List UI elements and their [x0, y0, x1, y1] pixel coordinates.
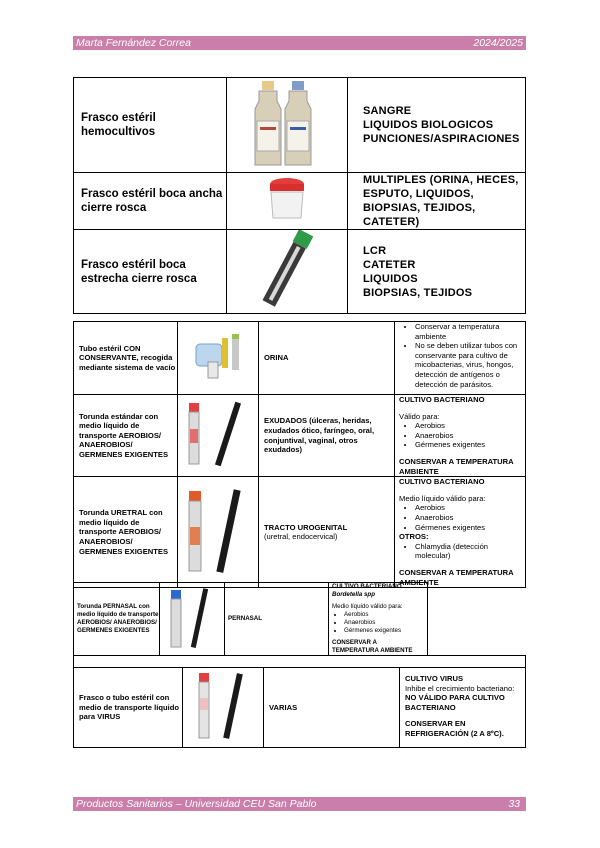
standard-swab-image: [178, 395, 259, 477]
valid-item: • Aerobios: [344, 611, 424, 619]
culture-title: CULTIVO BACTERIANO: [399, 477, 485, 487]
note-item: • Conservar a temperatura ambiente: [415, 322, 521, 341]
use-item: PUNCIONES/ASPIRACIONES: [363, 133, 520, 145]
table-row: [74, 173, 526, 230]
narrow-mouth-tube-image: [227, 230, 348, 314]
table-row: [74, 395, 526, 477]
table-row: [74, 322, 526, 395]
sample-type: [259, 477, 395, 588]
header-author: Marta Fernández Correa: [76, 37, 191, 49]
page-number: 33: [508, 798, 520, 810]
page-header: [73, 36, 526, 50]
use-item: SANGRE: [363, 105, 412, 117]
container-uses: MULTIPLES (ORINA, HECES, ESPUTO, LIQUIDOS, BIOPSIAS, TEJIDOS, CATETER): [348, 173, 526, 230]
sample-detail: (uretral, endocervical): [264, 532, 338, 542]
valid-label: Medio líquido válido para:: [332, 603, 403, 610]
sample-type: VARIAS: [264, 668, 400, 748]
container-name: Torunda PERNASAL con medio líquido de transporte AEROBIOS/ ANAEROBIOS/ GERMENES EXIGENTES: [74, 583, 160, 656]
virus-table: [73, 667, 526, 748]
virus-tube-image: [183, 668, 264, 748]
not-valid-text: NO VÁLIDO PARA CULTIVO BACTERIANO: [405, 693, 505, 712]
inhibition-text: Inhibe el crecimiento bacteriano:: [405, 683, 515, 693]
usage-notes: [400, 668, 526, 748]
culture-title: CULTIVO VIRUS: [405, 674, 464, 683]
others-label: OTROS:: [399, 532, 429, 542]
valid-label: Medio líquido válido para:: [399, 493, 486, 503]
valid-item: • Anaerobios: [415, 431, 521, 441]
container-name: Frasco o tubo estéril con medio de transporte líquido para VIRUS: [74, 668, 183, 748]
sample-type: ORINA: [259, 322, 395, 395]
wide-mouth-jar-image: [227, 173, 348, 230]
usage-notes: [395, 477, 526, 588]
table-row: [74, 668, 526, 748]
use-item: LIQUIDOS: [363, 272, 418, 285]
valid-item: • Aerobios: [415, 503, 521, 513]
table-row: [74, 583, 428, 656]
container-table: [73, 77, 526, 314]
usage-notes: [329, 583, 428, 656]
culture-title: CULTIVO BACTERIANO: [399, 395, 485, 404]
conserve-note: CONSERVAR EN REFRIGERACIÓN (2 A 8ºC).: [405, 719, 504, 738]
valid-item: • Gérmenes exigentes: [415, 523, 521, 533]
note-item: • No se deben utilizar tubos con conservante para cultivo de micobacterias, virus, hongos, detección de antígenos o detección de parásitos.: [415, 341, 521, 389]
sample-type: EXUDADOS (úlceras, heridas, exudados ótico, faríngeo, oral, conjuntival, vaginal, otros exudados): [259, 395, 395, 477]
valid-label: Válido para:: [399, 411, 440, 421]
sample-title: TRACTO UROGENITAL: [264, 522, 348, 532]
valid-item: • Anaerobios: [415, 513, 521, 523]
valid-item: • Anaerobios: [344, 619, 424, 627]
use-item: LIQUIDOS BIOLOGICOS: [363, 119, 494, 131]
pernasal-table: [73, 582, 428, 656]
header-year: 2024/2025: [473, 37, 523, 49]
vacuum-tube-image: [178, 322, 259, 395]
swab-table: [73, 321, 526, 588]
valid-item: • Gérmenes exigentes: [415, 440, 521, 450]
conserve-note: CONSERVAR A TEMPERATURA AMBIENTE: [399, 456, 514, 476]
blood-culture-bottles-image: [227, 78, 348, 173]
culture-title: CULTIVO BACTERIANO: [332, 583, 402, 590]
use-item: BIOPSIAS, TEJIDOS: [363, 286, 473, 299]
container-name: Tubo estéril CON CONSERVANTE, recogida mediante sistema de vacío: [74, 322, 178, 395]
container-name: Torunda estándar con medio líquido de transporte AEROBIOS/ ANAEROBIOS/ GERMENES EXIGENTES: [74, 395, 178, 477]
table-row: [74, 477, 526, 588]
container-uses: [348, 230, 526, 314]
table-row: [74, 230, 526, 314]
pernasal-swab-image: [160, 583, 225, 656]
container-name: Frasco estéril boca ancha cierre rosca: [74, 173, 227, 230]
usage-notes: [395, 322, 526, 395]
use-item: LCR: [363, 244, 387, 257]
container-name: Frasco estéril hemocultivos: [74, 78, 227, 173]
page-footer: [73, 797, 526, 811]
blank-cell: [74, 656, 526, 668]
sample-type: PERNASAL: [225, 583, 329, 656]
culture-subtitle: Bordetella spp: [332, 591, 375, 598]
container-name: Frasco estéril boca estrecha cierre rosca: [74, 230, 227, 314]
container-name: Torunda URETRAL con medio líquido de transporte AEROBIOS/ ANAEROBIOS/ GERMENES EXIGENTES: [74, 477, 178, 588]
valid-item: • Aerobios: [415, 421, 521, 431]
urethral-swab-image: [178, 477, 259, 588]
usage-notes: [395, 395, 526, 477]
container-uses: [348, 78, 526, 173]
others-item: • Chlamydia (detección molecular): [415, 542, 521, 561]
valid-item: • Gérmenes exigentes: [344, 627, 424, 635]
conserve-note: CONSERVAR A TEMPERATURA AMBIENTE: [399, 567, 514, 587]
table-row: [74, 78, 526, 173]
footer-title: Productos Sanitarios – Universidad CEU San Pablo: [76, 798, 317, 810]
use-item: CATETER: [363, 258, 416, 271]
conserve-note: CONSERVAR A TEMPERATURA AMBIENTE: [332, 639, 413, 654]
